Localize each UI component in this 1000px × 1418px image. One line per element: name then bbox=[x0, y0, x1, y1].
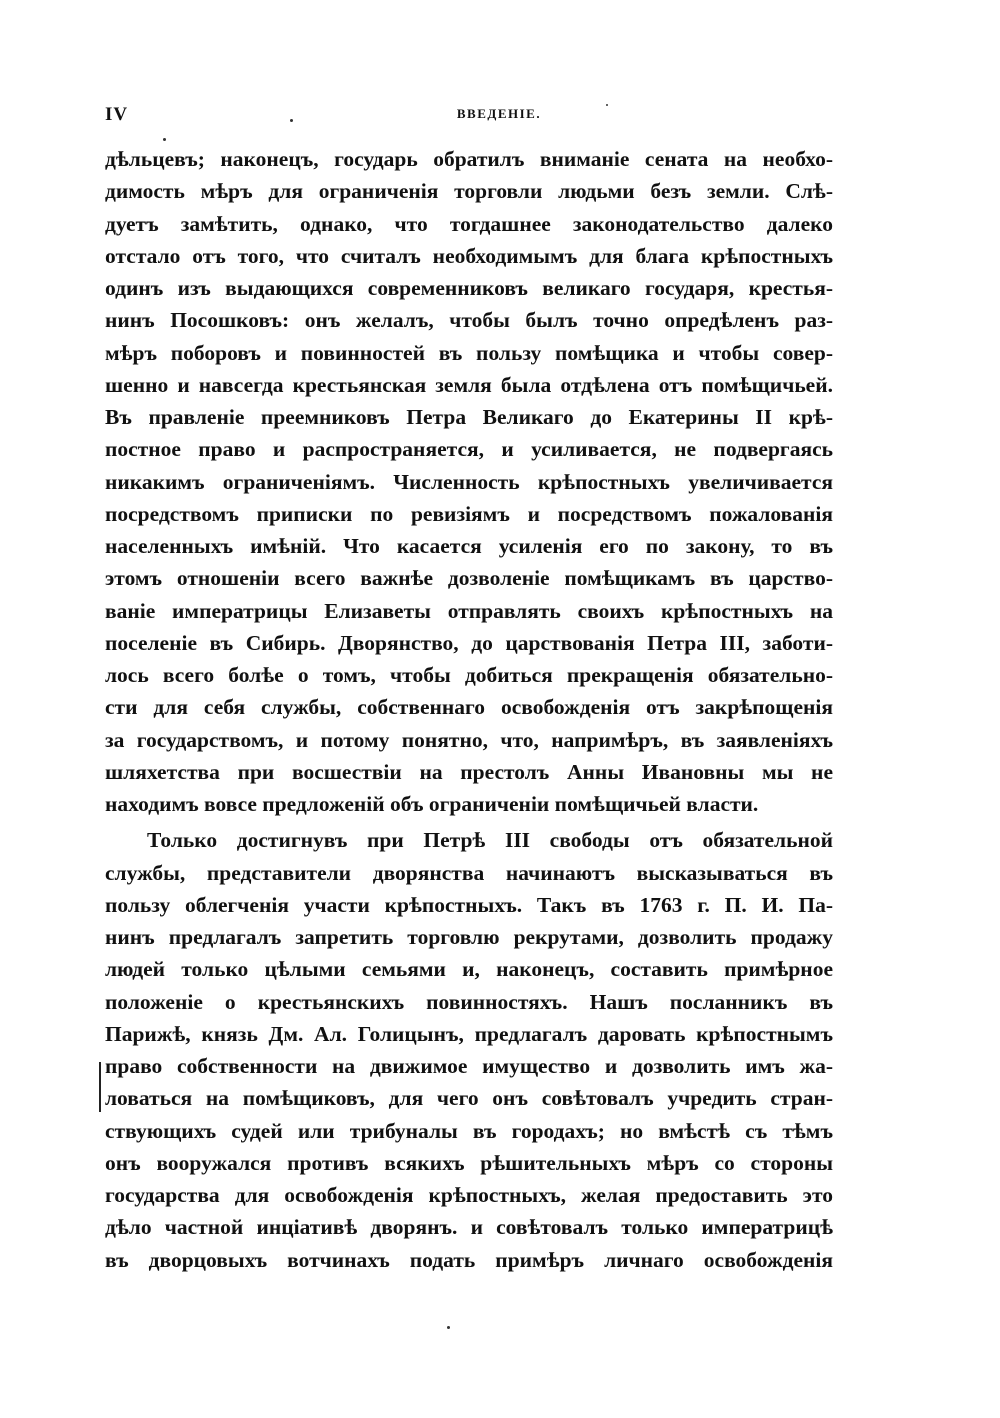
text-line: поселеніе въ Сибирь. Дворянство, до царствованія Петра III, заботи- bbox=[105, 630, 833, 655]
text-line: Только достигнувъ при Петрѣ III свободы отъ обязательной bbox=[147, 828, 833, 853]
text-line: Парижѣ, князь Дм. Ал. Голицынъ, предлагалъ даровать крѣпостнымъ bbox=[105, 1021, 833, 1046]
text-line: населенныхъ имѣній. Что касается усиленія его по закону, то въ bbox=[105, 534, 833, 558]
page-number: IV bbox=[105, 104, 129, 125]
text-line: людей только цѣлыми семьями и, наконецъ, составить примѣрное bbox=[105, 957, 833, 982]
text-line: въ дворцовыхъ вотчинахъ подать примѣръ личнаго освобожденія bbox=[105, 1247, 833, 1272]
text-line: онъ вооружался противъ всякихъ рѣшительныхъ мѣръ со стороны bbox=[105, 1150, 833, 1175]
text-line: государства для освобожденія крѣпостныхъ, желая предоставить это bbox=[105, 1183, 833, 1207]
text-line: за государствомъ, и потому понятно, что, напримѣръ, въ заявленіяхъ bbox=[105, 727, 833, 752]
text-line: ловаться на помѣщиковъ, для чего онъ совѣтовалъ учредить стран- bbox=[105, 1086, 833, 1111]
text-line: отстало отъ того, что считалъ необходимымъ для блага крѣпостныхъ bbox=[105, 243, 833, 268]
text-line: постное право и распространяется, и усиливается, не подвергаясь bbox=[105, 437, 833, 462]
print-speck bbox=[606, 104, 608, 106]
text-line: дуетъ замѣтить, однако, что тогдашнее законодательство далеко bbox=[105, 211, 833, 236]
text-line: службы, представители дворянства начинаютъ высказываться въ bbox=[105, 860, 833, 885]
text-line: ствующихъ судей или трибуналы въ городахъ; но вмѣстѣ съ тѣмъ bbox=[105, 1118, 833, 1143]
text-line: сти для себя службы, собственнаго освобожденія отъ закрѣпощенія bbox=[105, 695, 833, 720]
text-line: этомъ отношеніи всего важнѣе дозволеніе помѣщикамъ въ царство- bbox=[105, 566, 833, 591]
text-line: Въ правленіе преемниковъ Петра Великаго до Екатерины II крѣ- bbox=[105, 405, 833, 429]
page-header bbox=[105, 104, 833, 128]
print-speck bbox=[447, 1326, 450, 1329]
paragraph-1 bbox=[105, 143, 833, 820]
text-line: димость мѣръ для ограниченія торговли людьми безъ земли. Слѣ- bbox=[105, 179, 833, 204]
text-line: находимъ вовсе предложеній объ ограниченіи помѣщичьей власти. bbox=[105, 792, 759, 816]
text-line: одинъ изъ выдающихся современниковъ великаго государя, крестья- bbox=[105, 276, 833, 300]
text-line: мѣръ поборовъ и повинностей въ пользу помѣщика и чтобы совер- bbox=[105, 340, 833, 365]
margin-mark bbox=[99, 1062, 101, 1112]
text-line: шляхетства при восшествіи на престолъ Анны Ивановны мы не bbox=[105, 759, 833, 784]
text-line: положеніе о крестьянскихъ повинностяхъ. Нашъ посланникъ въ bbox=[105, 989, 833, 1014]
text-line: никакимъ ограниченіямъ. Численность крѣпостныхъ увеличивается bbox=[105, 469, 833, 494]
paragraph-2 bbox=[105, 824, 833, 1276]
body-text bbox=[105, 143, 833, 1276]
text-line: нинъ предлагалъ запретить торговлю рекрутами, дозволить продажу bbox=[105, 925, 833, 949]
print-speck bbox=[290, 119, 293, 122]
text-line: шенно и навсегда крестьянская земля была отдѣлена отъ помѣщичьей. bbox=[105, 372, 833, 397]
text-line: посредствомъ приписки по ревизіямъ и посредствомъ пожалованія bbox=[105, 501, 833, 526]
text-line: право собственности на движимое имущество и дозволить имъ жа- bbox=[105, 1054, 833, 1078]
text-line: дѣло частной инціативѣ дворянъ. и совѣтовалъ только императрицѣ bbox=[105, 1215, 833, 1240]
running-head: ВВЕДЕНІЕ. bbox=[456, 106, 542, 121]
text-line: лось всего болѣе о томъ, чтобы добиться прекращенія обязательно- bbox=[105, 663, 833, 687]
text-line: нинъ Посошковъ: онъ желалъ, чтобы былъ точно опредѣленъ раз- bbox=[105, 308, 833, 333]
text-line: пользу облегченія участи крѣпостныхъ. Такъ въ 1763 г. П. И. Па- bbox=[105, 892, 833, 917]
text-line: ваніе императрицы Елизаветы отправлять своихъ крѣпостныхъ на bbox=[105, 598, 833, 623]
text-line: дѣльцевъ; наконецъ, государь обратилъ вниманіе сената на необхо- bbox=[105, 147, 833, 171]
print-speck bbox=[163, 138, 166, 141]
